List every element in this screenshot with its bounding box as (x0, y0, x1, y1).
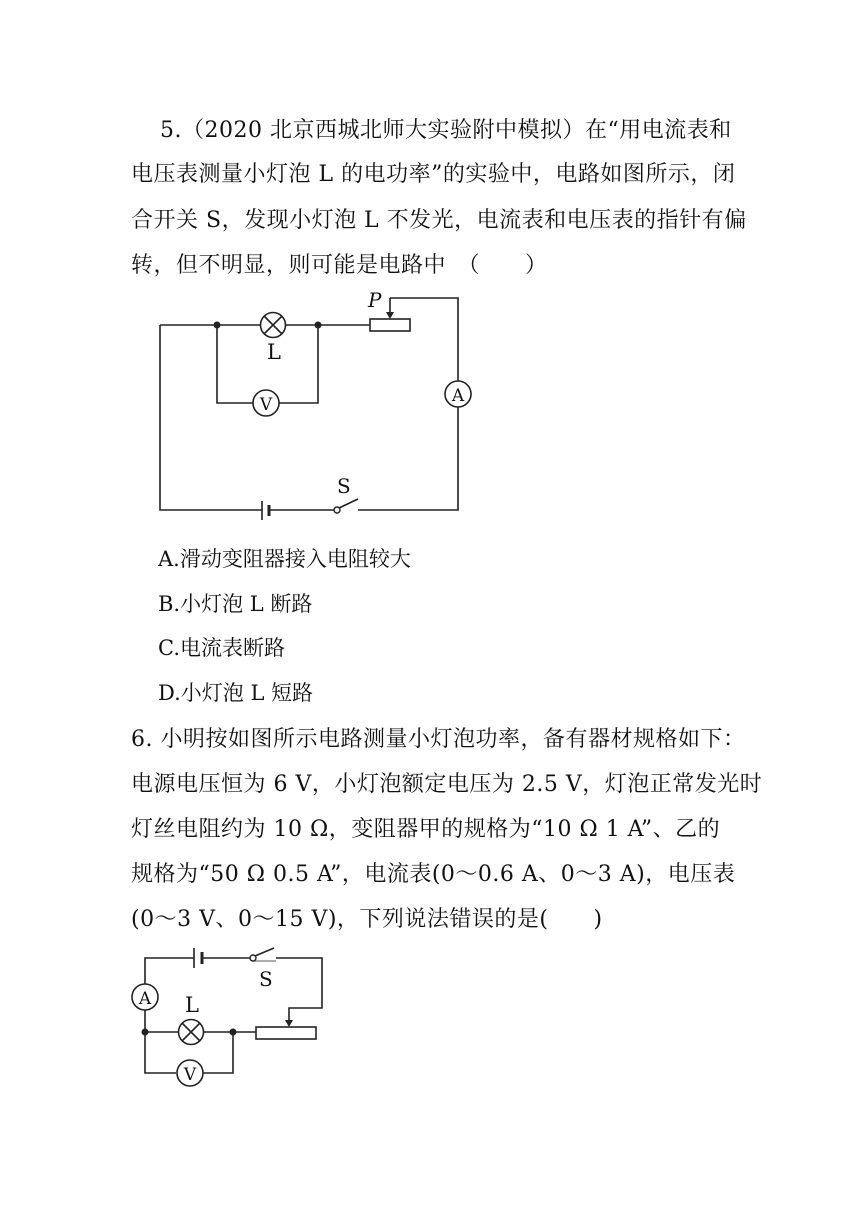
switch-icon (250, 948, 274, 961)
q5-ammeter-label: A (451, 386, 465, 406)
option-c: C.电流表断路 (158, 636, 285, 660)
q5-line-4: 转，但不明显，则可能是电路中 （ ） (131, 253, 548, 278)
q5-lamp-label: L (267, 340, 281, 364)
rheostat-icon (256, 1027, 316, 1039)
option-d: D.小灯泡 L 短路 (158, 681, 314, 705)
q5-line-2: 电压表测量小灯泡 L 的电功率”的实验中，电路如图所示，闭 (131, 162, 736, 187)
battery-icon (194, 948, 202, 968)
q6-lamp-label: L (185, 993, 199, 1017)
q6-switch-label: S (259, 967, 273, 991)
option-a: A.滑动变阻器接入电阻较大 (158, 547, 411, 571)
q6-line-4: 规格为“50 Ω 0.5 A”，电流表(0～0.6 A、0～3 A)，电压表 (131, 862, 736, 887)
q6-line-1: 6. 小明按如图所示电路测量小灯泡功率，备有器材规格如下： (131, 727, 746, 752)
q5-line-3: 合开关 S，发现小灯泡 L 不发光，电流表和电压表的指针有偏 (131, 208, 747, 233)
lamp-l-icon (179, 1020, 204, 1045)
q5-switch-label: S (337, 474, 351, 498)
option-b: B.小灯泡 L 断路 (158, 592, 313, 616)
q6-voltmeter-label: V (183, 1065, 197, 1085)
junction-dot (142, 1029, 149, 1036)
q6-line-3: 灯丝电阻约为 10 Ω，变阻器甲的规格为“10 Ω 1 A”、乙的 (131, 817, 721, 842)
q6-line-2: 电源电压恒为 6 V，小灯泡额定电压为 2.5 V，灯泡正常发光时 (131, 772, 763, 797)
q5-line-1: 5.（2020 北京西城北师大实验附中模拟）在“用电流表和 (160, 118, 732, 143)
q5-slider-label: P (368, 288, 382, 312)
q6-line-5: (0～3 V、0～15 V)，下列说法错误的是( ) (131, 907, 603, 932)
slider-arrow-icon (285, 1020, 293, 1027)
q5-voltmeter-label: V (259, 395, 273, 415)
q6-ammeter-label: A (138, 989, 152, 1009)
